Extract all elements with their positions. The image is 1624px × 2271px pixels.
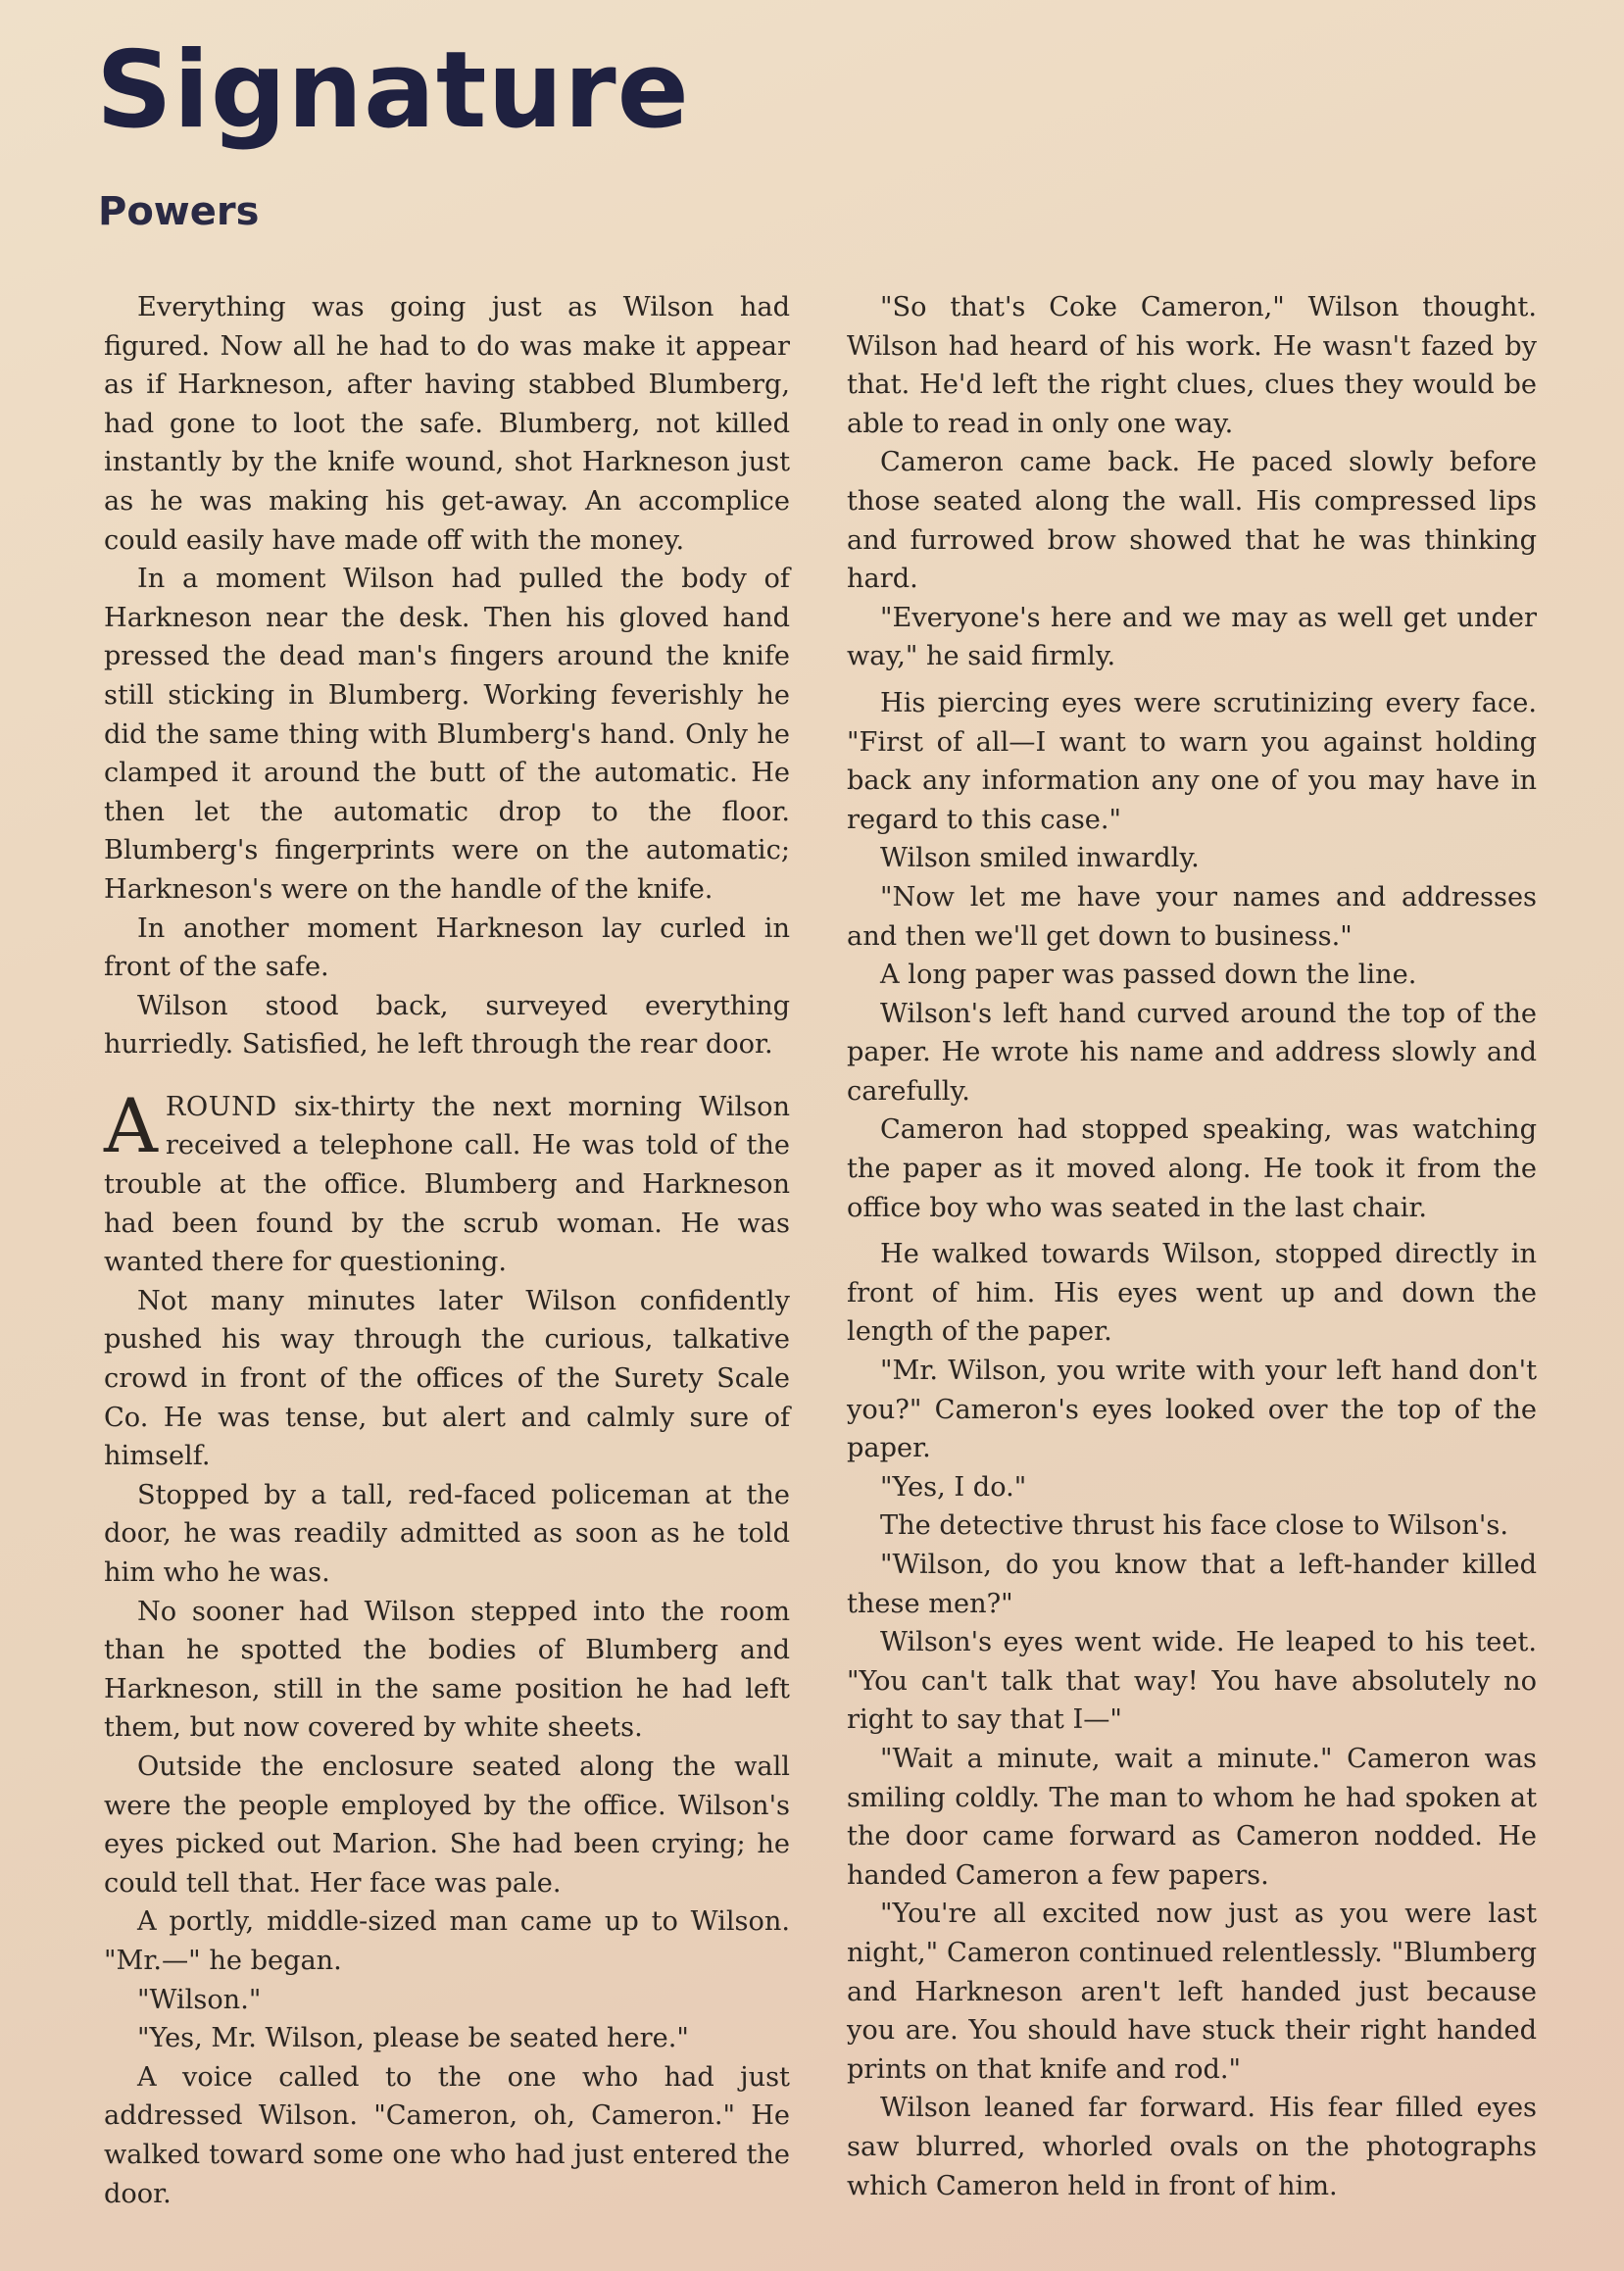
- paragraph: No sooner had Wilson stepped into the room than he spotted the bodies of Blumberg and Harkneson, still in the same position he had left them, but now covered by white sheets.: [104, 1596, 790, 1744]
- paragraph: In another moment Harkneson lay curled in front of the safe.: [104, 913, 790, 983]
- paragraph: Stopped by a tall, red-faced policeman at the door, he was readily admitted as soon as he told him who he was.: [104, 1479, 790, 1588]
- section-opening-paragraph: [104, 1081, 790, 1282]
- paragraph: He walked towards Wilson, stopped directly in front of him. His eyes went up and down the length of the paper.: [847, 1239, 1537, 1348]
- paragraph: A portly, middle-sized man came up to Wilson. "Mr.—" he began.: [104, 1906, 790, 1976]
- paragraph: Wilson's eyes went wide. He leaped to his teet. "You can't talk that way! You have absolutely no right to say that I—": [847, 1627, 1537, 1736]
- paragraph: "Wilson.": [137, 1984, 262, 2015]
- paragraph: "Now let me have your names and addresses and then we'll get down to business.": [847, 881, 1537, 952]
- paragraph: Cameron had stopped speaking, was watching the paper as it moved along. He took it from the office boy who was seated in the last chair.: [847, 1114, 1537, 1223]
- paragraph: Cameron came back. He paced slowly before those seated along the wall. His compressed lips and furrowed brow showed that he was thinking hard.: [847, 447, 1537, 595]
- paragraph: "Yes, Mr. Wilson, please be seated here.": [137, 2023, 689, 2054]
- paragraph: A long paper was passed down the line.: [880, 960, 1417, 991]
- paragraph: "Yes, I do.": [880, 1471, 1027, 1503]
- right-column: [847, 288, 1537, 2205]
- paragraph: Wilson stood back, surveyed everything hurriedly. Satisfied, he left through the rear door.: [104, 990, 790, 1061]
- paragraph: "Mr. Wilson, you write with your left hand don't you?" Cameron's eyes looked over the top of the paper.: [847, 1356, 1537, 1464]
- paragraph: Not many minutes later Wilson confidently pushed his way through the curious, talkative crowd in front of the offices of the Surety Scale Co. He was tense, but alert and calmly sure of himself.: [104, 1285, 790, 1472]
- paragraph: "So that's Coke Cameron," Wilson thought. Wilson had heard of his work. He wasn't fazed by that. He'd left the right clues, clues they would be able to read in only one way.: [847, 292, 1537, 439]
- paragraph: In a moment Wilson had pulled the body of Harkneson near the desk. Then his gloved hand pressed the dead man's fingers around the knife still sticking in Blumberg. Working feverishly he did the same thing with Blumberg's hand. Only he clamped it around the butt of the automatic. He then let the automatic drop to the floor. Blumberg's fingerprints were on the automatic; Harkneson's were on the handle of the knife.: [104, 564, 790, 905]
- story-title: Signature: [96, 29, 690, 152]
- paragraph: Outside the enclosure seated along the wall were the people employed by the office. Wilson's eyes picked out Marion. She had been crying; he could tell that. Her face was pale.: [104, 1751, 790, 1899]
- section-lead-word: ROUND: [165, 1091, 277, 1122]
- paragraph: The detective thrust his face close to Wilson's.: [880, 1510, 1508, 1542]
- drop-cap: A: [104, 1081, 158, 1169]
- paragraph: Everything was going just as Wilson had figured. Now all he had to do was make it appear as if Harkneson, after having stabbed Blumberg, had gone to loot the safe. Blumberg, not killed instantly by the knife wound, shot Harkneson just as he was making his get-away. An accomplice could easily have made off with the money.: [104, 292, 790, 556]
- paragraph: "Everyone's here and we may as well get under way," he said firmly.: [847, 602, 1537, 672]
- paragraph: A voice called to the one who had just addressed Wilson. "Cameron, oh, Cameron." He walked toward some one who had just entered the door.: [104, 2061, 790, 2209]
- paragraph: Wilson's left hand curved around the top of the paper. He wrote his name and address slowly and carefully.: [847, 998, 1537, 1107]
- paragraph: "Wilson, do you know that a left-hander killed these men?": [847, 1550, 1537, 1619]
- section-opening-text: six-thirty the next morning Wilson received a telephone call. He was told of the trouble at the office. Blumberg and Harkneson had been found by the scrub woman. He was wanted there for questioning.: [104, 1091, 790, 1278]
- paragraph: "Wait a minute, wait a minute." Cameron was smiling coldly. The man to whom he had spoken at the door came forward as Cameron nodded. He handed Cameron a few papers.: [847, 1743, 1537, 1891]
- paragraph: "You're all excited now just as you were last night," Cameron continued relentlessly. "Blumberg and Harkneson aren't left handed just because you are. You should have stuck their right handed prints on that knife and rod.": [847, 1899, 1537, 2085]
- paragraph: His piercing eyes were scrutinizing every face. "First of all—I want to warn you against holding back any information any one of you may have in regard to this case.": [847, 687, 1537, 835]
- paragraph: Wilson smiled inwardly.: [880, 843, 1200, 874]
- author-byline: Powers: [98, 189, 260, 234]
- left-column: [104, 288, 790, 2213]
- paragraph: Wilson leaned far forward. His fear filled eyes saw blurred, whorled ovals on the photographs which Cameron held in front of him.: [847, 2093, 1537, 2201]
